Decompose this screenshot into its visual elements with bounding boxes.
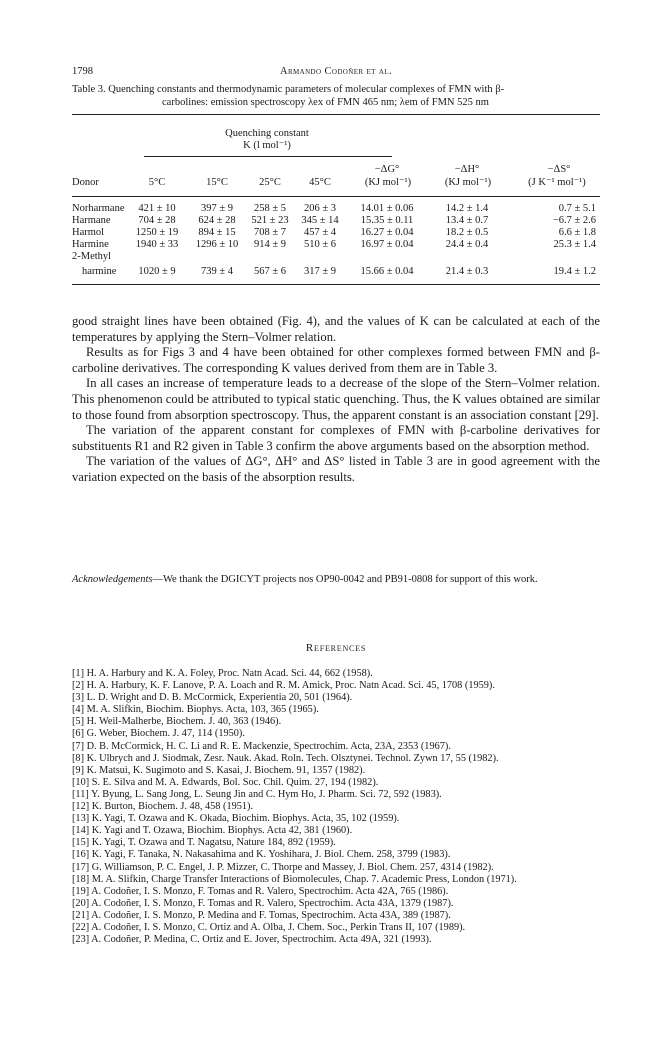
header-25c: 25°C xyxy=(259,177,281,188)
acknowledgements-text: —We thank the DGICYT projects nos OP90-0042 and PB91-0808 for support of this work. xyxy=(152,574,538,585)
page-number: 1798 xyxy=(72,66,93,77)
dh-cell: 21.4 ± 0.3 xyxy=(445,266,489,277)
k5-cell: 1940 ± 33 xyxy=(135,239,179,250)
reference-item: [10] S. E. Silva and M. A. Edwards, Bol. Soc. Chil. Quim. 27, 194 (1982). xyxy=(72,776,379,788)
reference-item: [23] A. Codoñer, P. Medina, C. Ortiz and E. Jover, Spectrochim. Acta 49A, 321 (1993). xyxy=(72,934,432,946)
ds-cell: 6.6 ± 1.8 xyxy=(558,227,596,238)
dg-cell: 14.01 ± 0.06 xyxy=(360,203,414,214)
k25-cell: 708 ± 7 xyxy=(253,227,286,238)
k5-cell: 421 ± 10 xyxy=(138,203,176,214)
reference-item: [3] L. D. Wright and D. B. McCormick, Experientia 20, 501 (1964). xyxy=(72,692,353,704)
paragraph: Results as for Figs 3 and 4 have been obtained for other complexes formed between FMN and β-carboline derivatives. The corresponding K values derived from them are in Table 3. xyxy=(72,345,600,375)
paragraph: The variation of the values of ΔG°, ΔH° and ΔS° listed in Table 3 are in good agreement with the variation expected on the basis of the absorption results. xyxy=(72,454,600,484)
donor-cell: Harmine xyxy=(72,239,109,250)
k25-cell: 258 ± 5 xyxy=(253,203,286,214)
k5-cell: 1250 ± 19 xyxy=(135,227,179,238)
k45-cell: 457 ± 4 xyxy=(303,227,336,238)
reference-item: [15] K. Yagi, T. Ozawa and T. Nagatsu, Nature 184, 892 (1959). xyxy=(72,837,336,849)
ds-cell: 0.7 ± 5.1 xyxy=(558,203,596,214)
reference-item: [2] H. A. Harbury, K. F. Lanove, P. A. Loach and R. M. Amick, Proc. Natn Acad. Sci. 45, 1708 (1959). xyxy=(72,680,495,692)
header-45c: 45°C xyxy=(309,177,331,188)
group-header-rule xyxy=(144,156,392,157)
reference-item: [7] D. B. McCormick, H. C. Li and R. E. Mackenzie, Spectrochim. Acta, 23A, 2353 (1967). xyxy=(72,740,451,752)
table-header-rule xyxy=(72,196,600,197)
header-15c: 15°C xyxy=(206,177,228,188)
reference-item: [22] A. Codoñer, I. S. Monzo, C. Ortiz and A. Olba, J. Chem. Soc., Perkin Trans II, 107 (1989). xyxy=(72,921,466,933)
paragraph: In all cases an increase of temperature leads to a decrease of the slope of the Stern–Volmer relation. This phenomenon could be attributed to typical static quenching. Thus, the K values obtained are similar to those found from absorption spectroscopy. Thus, the apparent constant is an association constant [29]. xyxy=(72,376,600,422)
k15-cell: 397 ± 9 xyxy=(200,203,233,214)
reference-item: [12] K. Burton, Biochem. J. 48, 458 (1951). xyxy=(72,801,254,813)
reference-item: [11] Y. Byung, L. Sang Jong, L. Seung Jin and C. Hym Ho, J. Pharm. Sci. 72, 592 (1983). xyxy=(72,788,442,800)
k25-cell: 521 ± 23 xyxy=(251,215,289,226)
acknowledgements xyxy=(72,574,600,585)
paragraph: The variation of the apparent constant for complexes of FMN with β-carboline derivatives for substituents R1 and R2 given in Table 3 confirm the above arguments based on the absorption method. xyxy=(72,423,600,453)
dg-cell: 16.97 ± 0.04 xyxy=(360,239,414,250)
k45-cell: 206 ± 3 xyxy=(303,203,336,214)
reference-item: [13] K. Yagi, T. Ozawa and K. Okada, Biochim. Biophys. Acta, 35, 102 (1959). xyxy=(72,813,400,825)
reference-item: [19] A. Codoñer, I. S. Monzo, F. Tomas and R. Valero, Spectrochim. Acta 42A, 765 (1986). xyxy=(72,885,449,897)
dh-cell: 13.4 ± 0.7 xyxy=(445,215,489,226)
running-title: Armando Codoñer et al. xyxy=(279,66,393,77)
k15-cell: 624 ± 28 xyxy=(198,215,236,226)
k5-cell: 1020 ± 9 xyxy=(138,266,176,277)
donor-cell-line2: harmine xyxy=(82,266,117,277)
k5-cell: 704 ± 28 xyxy=(138,215,176,226)
k45-cell: 317 ± 9 xyxy=(303,266,336,277)
dh-cell: 14.2 ± 1.4 xyxy=(445,203,489,214)
k25-cell: 567 ± 6 xyxy=(253,266,286,277)
header-dg-unit: (KJ mol⁻¹) xyxy=(364,177,412,188)
references-heading: References xyxy=(305,642,367,654)
reference-item: [16] K. Yagi, F. Tanaka, N. Nakasahima and K. Yoshihara, J. Biol. Chem. 258, 3799 (1983). xyxy=(72,849,451,861)
body-text xyxy=(72,314,600,486)
reference-item: [6] G. Weber, Biochem. J. 47, 114 (1950). xyxy=(72,728,245,740)
reference-item: [9] K. Matsui, K. Sugimoto and S. Kasai, J. Biochem. 91, 1357 (1982). xyxy=(72,764,366,776)
running-header xyxy=(72,66,600,80)
group-header-title: Quenching constant xyxy=(225,128,309,139)
reference-item: [20] A. Codoñer, I. S. Monzo, F. Tomas and R. Valero, Spectrochim. Acta 43A, 1379 (1987). xyxy=(72,897,454,909)
paragraph: good straight lines have been obtained (Fig. 4), and the values of K can be calculated at each of the temperatures by applying the Stern–Volmer relation. xyxy=(72,314,600,344)
table-caption xyxy=(72,83,600,109)
header-ds-unit: (J K⁻¹ mol⁻¹) xyxy=(528,177,586,188)
header-5c: 5°C xyxy=(148,177,166,188)
reference-item: [1] H. A. Harbury and K. A. Foley, Proc. Natn Acad. Sci. 44, 662 (1958). xyxy=(72,668,373,679)
dh-cell: 24.4 ± 0.4 xyxy=(445,239,489,250)
k45-cell: 345 ± 14 xyxy=(301,215,339,226)
reference-item: [17] G. Williamson, P. C. Engel, J. P. Mizzer, C. Thorpe and Massey, J. Biol. Chem. 257, 4314 (1982). xyxy=(72,861,494,873)
header-dh-unit: (KJ mol⁻¹) xyxy=(444,177,492,188)
reference-item: [8] K. Ulbrych and J. Siodmak, Zesr. Nauk. Akad. Roln. Tech. Olsztynei. Technol. Zywn 17, 55 (1982). xyxy=(72,752,499,764)
reference-item: [5] H. Weil-Malherbe, Biochem. J. 40, 363 (1946). xyxy=(72,716,282,728)
donor-cell: Norharmane xyxy=(72,203,125,214)
donor-cell-line1: 2-Methyl xyxy=(72,251,112,262)
donor-cell: Harmane xyxy=(72,215,111,226)
table-caption-line2: carbolines: emission spectroscopy λex of FMN 465 nm; λem of FMN 525 nm xyxy=(162,97,489,108)
table-top-rule xyxy=(72,114,600,115)
table-bottom-rule xyxy=(72,284,600,285)
k15-cell: 894 ± 15 xyxy=(198,227,236,238)
dg-cell: 15.35 ± 0.11 xyxy=(360,215,414,226)
donor-cell: Harmol xyxy=(72,227,105,238)
header-dh-name: −ΔH° xyxy=(454,164,480,175)
k45-cell: 510 ± 6 xyxy=(303,239,336,250)
k15-cell: 739 ± 4 xyxy=(200,266,233,277)
group-header-unit: K (l mol⁻¹) xyxy=(243,140,291,151)
acknowledgements-label: Acknowledgements xyxy=(72,574,153,585)
header-dg-name: −ΔG° xyxy=(374,164,400,175)
reference-item: [14] K. Yagi and T. Ozawa, Biochim. Biophys. Acta 42, 381 (1960). xyxy=(72,825,353,837)
k25-cell: 914 ± 9 xyxy=(253,239,286,250)
k15-cell: 1296 ± 10 xyxy=(195,239,239,250)
ds-cell: 25.3 ± 1.4 xyxy=(553,239,596,250)
reference-list xyxy=(72,668,600,946)
dh-cell: 18.2 ± 0.5 xyxy=(445,227,489,238)
ds-cell: −6.7 ± 2.6 xyxy=(552,215,596,226)
dg-cell: 16.27 ± 0.04 xyxy=(360,227,414,238)
reference-item: [18] M. A. Slifkin, Charge Transfer Interactions of Biomolecules, Chap. 7. Academic Press, London (1971). xyxy=(72,873,517,885)
reference-item: [21] A. Codoñer, I. S. Monzo, P. Medina and F. Tomas, Spectrochim. Acta 43A, 389 (1987). xyxy=(72,909,451,921)
header-ds-name: −ΔS° xyxy=(547,164,571,175)
dg-cell: 15.66 ± 0.04 xyxy=(360,266,414,277)
reference-item: [4] M. A. Slifkin, Biochim. Biophys. Acta, 103, 365 (1965). xyxy=(72,704,319,716)
header-donor: Donor xyxy=(72,177,99,188)
ds-cell: 19.4 ± 1.2 xyxy=(553,266,596,277)
table-caption-line1: Table 3. Quenching constants and thermodynamic parameters of molecular complexes of FMN with β- xyxy=(72,84,505,95)
